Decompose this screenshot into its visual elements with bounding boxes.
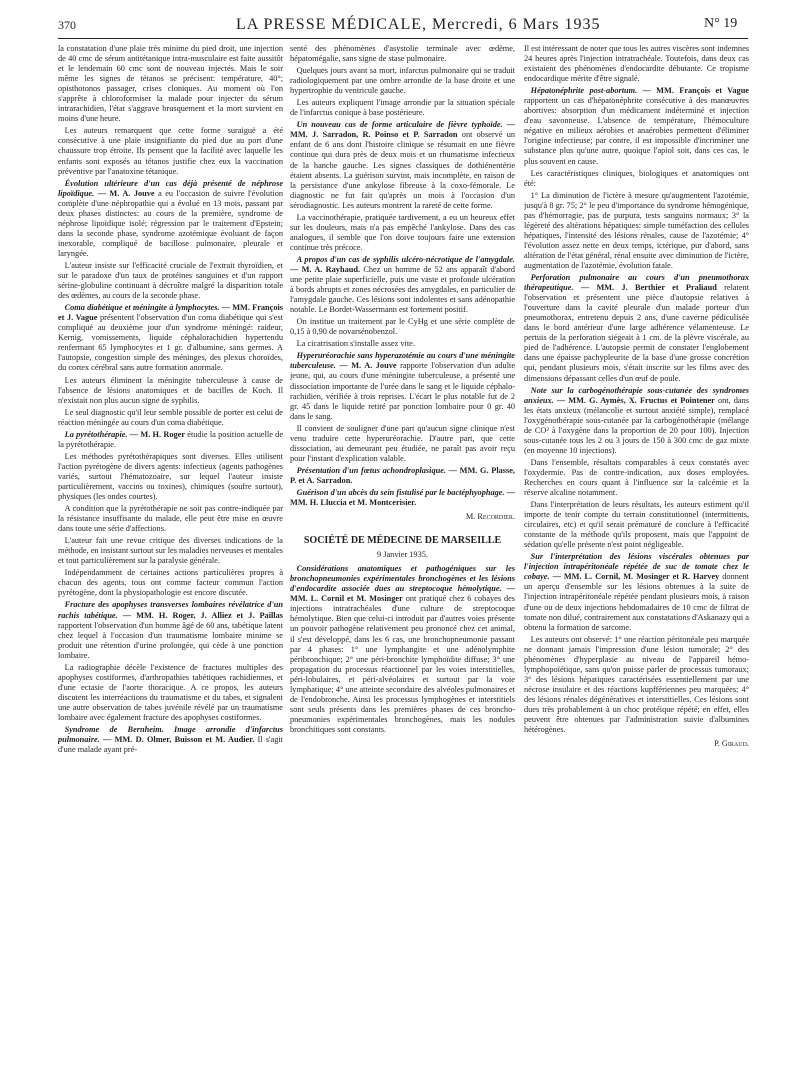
column-2 <box>290 44 515 1074</box>
paragraph: La radiographie décèle l'existence de fractures multiples des apophyses costiformes, d'arthropathies tabétiques rachidiennes, et d'une ectasie de l'aorte thoracique. A ce propos, les auteurs discutent les interréactions du traumatisme et du tabes, et signalent une autre observation de tabes juvénile révélé par un traumatisme lombaire avec également fracture des apophyses costiformes. <box>58 662 283 722</box>
journal-title: LA PRESSE MÉDICALE, Mercredi, 6 Mars 1935 <box>236 16 601 33</box>
article-text: ont observé un enfant de 6 ans dont l'histoire clinique se résumait en une fièvre continue qui dura près de deux mois et un rhumatisme infectieux de la hanche gauche. Les signes classiques de dothiénentérie étaient absents. La guérison survint, mais incomplète, en raison de la persistance d'une ankylose fibreuse à la coxo-fémorale. Le diagnostic ne fut fait qu'après un mois à l'occasion d'un sérodiagnostic. Les auteurs montrent la rareté de cette forme. <box>290 130 515 210</box>
paragraph: L'auteur fait une revue critique des diverses indications de la méthode, en insistant surtout sur les maladies nerveuses et mentales et tout particulièrement sur la paralysie générale. <box>58 536 283 566</box>
column-3 <box>524 44 749 1074</box>
paragraph: On institue un traitement par le CyHg et une série complète de 0,15 à 0,90 de novarsénobenzol. <box>290 317 515 337</box>
paragraph: Dans l'interprétation de leurs résultats, les auteurs estiment qu'il importe de tenir compte du terrain constitutionnel (intermittents, circulaires, etc) et qu'il serait prématuré de conclure à l'efficacité constante de la méthode qu'ils proposent, mais que l'appoint de sédation qu'elle présente n'est point négligeable. <box>524 500 749 550</box>
paragraph: Les caractéristiques cliniques, biologiques et anatomiques ont été: <box>524 168 749 188</box>
paragraph: Les auteurs expliquent l'image arrondie par la situation spéciale de l'infarctus conique à base postérieure. <box>290 98 515 118</box>
article-authors: — MM. H. Roger, J. Alliez et J. Paillas <box>122 610 283 620</box>
article-authors: — MM. François et Vague <box>642 86 749 96</box>
section-heading: SOCIÉTÉ DE MÉDECINE DE MARSEILLE <box>303 535 502 547</box>
article-title: Considérations anatomiques et pathogéniques sur les bronchopneumonies expérimentales bronchogènes et les lésions d'endocardite associée dues au streptocoque hémolytique. <box>290 564 515 594</box>
article-entry <box>58 303 283 373</box>
article-authors: — MM. D. Olmer, Buisson et M. Audier. <box>103 735 255 745</box>
article-authors: — M. H. Roger <box>129 429 186 439</box>
article-authors: — MM. G. Plasse, P. et A. Sarradon. <box>290 465 515 485</box>
article-text: étudie la position actuelle de la pyrétothérapie. <box>58 429 283 449</box>
paragraph: Les auteurs ont observé: 1° une réaction péritonéale peu marquée ne donnant jamais l'impression d'une lésion tumorale; 2° des phénomènes d'hyperplasie au niveau de l'appareil hémo-lymphopoïétique, sans qu'on puisse parler de processus tumoraux; 3° des lésions hépatiques caractérisées essentiellement par une nécrose insulaire et des réactions kupffériennes peu marquées; 4° des lésions rénales dégénératives et interstitielles. Ces lésions sont dues très probablement à un choc protéique répété; en effet, elles peuvent être obtenues par l'administration suivie d'albumines hétérogènes. <box>524 634 749 735</box>
article-authors: — MM. L. Cornil et M. Mosinger <box>290 584 515 604</box>
article-entry <box>290 488 515 508</box>
paragraph: Dans l'ensemble, résultats comparables à ceux constatés avec l'oxydermie. Pas de contre-indication, aux doses employées. Recherches en cours quant à l'influence sur la calcémie et la réserve alcaline notamment. <box>524 457 749 498</box>
article-entry <box>58 725 283 755</box>
article-text: relatent l'observation et présentent une pièce d'autopsie relatives à l'ouverture dans la cavité pleurale d'un malade porteur d'un pneumothorax, entretenu depuis 2 ans, d'une caverne pédiculisée dans le bord antérieur d'une large adhérence vélamenteuse. Le pertuis de la perforation siégeait à 1 cm. de la plèvre viscérale, au pied de l'adhérence. L'autopsie permit de constater l'englobement dans une épaisse pachypleurite de la base d'une grosse concrétion qui, pendant plusieurs mois, s'était inscrite sur les films avec des dimensions dépassant celles d'un œuf de poule. <box>524 283 749 383</box>
article-title: Sur l'interprétation des lésions viscérales obtenues par l'injection intrapéritonéale répétée de suc de tomate chez le cobaye. <box>524 552 749 582</box>
article-title: Guérison d'un abcès du sein fistulisé par le bactéphyophage. <box>296 487 505 497</box>
article-title: Note sur la carbogénothérapie sous-cutanée des syndromes anxieux. <box>524 385 749 405</box>
article-authors: — MM. François et J. Vague <box>58 303 283 323</box>
article-entry <box>58 600 283 660</box>
article-title: Hépatonéphrite post-abortum. <box>530 86 638 96</box>
article-authors: — MM. G. Aymès, X. Fructus et Pointener <box>556 395 715 405</box>
page-number: 370 <box>58 18 76 32</box>
paragraph: La vaccinothérapie, pratiquée tardivement, a eu un heureux effet sur les douleurs, mais n'a pas empêché l'ankylose. Dans des cas analogues, il semble que l'on doive toujours faire une extension continue très précoce. <box>290 212 515 252</box>
article-authors: — M. A. Rayhaud. <box>290 264 361 274</box>
paragraph: Les auteurs éliminent la méningite tuberculeuse à cause de l'absence de lésions anatomiques et de bacilles de Koch. Il n'existait non plus aucun signe de syphilis. <box>58 375 283 405</box>
signature: P. Giraud. <box>714 739 749 749</box>
article-text: donnent un aperçu d'ensemble sur les lésions obtenues à la suite de l'injection intrapéritonéale répétée pendant plusieurs mois, à raison d'une ou de deux injections hebdomadaires de 10 cmc de filtrat de tomate non dilué, contrairement aux constatations d'Askanazy qui a obtenu la formation de sarcome. <box>524 572 749 632</box>
article-title: Fracture des apophyses transverses lombaires révélatrice d'un rachis tabétique. <box>58 600 283 620</box>
column-1 <box>58 44 283 1074</box>
article-title: La pyrétothérapie. <box>64 429 128 439</box>
article-authors: — MM. J. Berthier et Praliaud <box>580 283 717 293</box>
paragraph: A condition que la pyrétothérapie ne soit pas contre-indiquée par la résistance insuffisante du malade, elle peut être mise en œuvre dans toute une série d'affections. <box>58 504 283 534</box>
article-text: rapporte l'observation d'un adulte jeune, qui, au cours d'une méningite tuberculeuse, a présenté une dissociation importante de l'urée dans le sang et le liquide céphalo-rachidien, vérifiée à trois reprises. L'écart le plus notable fut de 2 gr. 45 dans le liquide retiré par ponction lombaire pour 0 gr. 40 dans le sang. <box>290 361 515 421</box>
paragraph: 1° La diminution de l'ictère à mesure qu'augmentent l'azotémie, jusqu'à 8 gr. 75; 2° le peu d'importance du syndrome hémogénique, pas d'hémorragie, pas de purpura, tests sanguins normaux; 3° la légèreté des altérations hépatiques: simple tuméfaction des cellules hépatiques, l'intensité des lésions rénales, cause de l'azotémie; 4° l'évolution assez nette en deux temps, ictérique, pur d'abord, sans altération de l'état général, rénal ensuite avec diminution de l'ictère, augmentation de l'azotémie, évolution fatale. <box>524 190 749 270</box>
article-text: a eu l'occasion de suivre l'évolution complète d'une néphropathie qui a évolué en 13 mois, passant par deux phases distinctes: au cours de la première, syndrome de néphrose lipoïdique isolé; régression par le traitement d'Epstein; dans la seconde phase, syndrome azotémique évoluant de façon inexorable, compliqué de bacillose pulmonaire, pleurale et laryngée. <box>58 188 283 258</box>
article-title: Syndrome de Bernheim. Image arrondie d'infarctus pulmonaire. <box>58 725 283 745</box>
article-title: Un nouveau cas de forme articulaire de fièvre typhoïde. <box>296 120 503 130</box>
article-entry <box>290 120 515 210</box>
paragraph: L'auteur insiste sur l'efficacité cruciale de l'extrait thyroïdien, et sur le paradoxe d'un taux de protéines sanguines et d'un rapport sérine-globuline continuant à décroître malgré la disparition totale des œdèmes, au cours de la seconde phase. <box>58 260 283 301</box>
paragraph: Les auteurs remarquent que cette forme suraiguë a été consécutive à une plaie insignifiante du pied due au port d'une chaussure trop étroite. Ils pensent que la facilité avec laquelle les enfants sont exposés au tétanos justifie chez eux la vaccination préventive par l'anatoxine tétanique. <box>58 126 283 176</box>
paragraph: la constatation d'une plaie très minime du pied droit, une injection de 40 cmc de sérum antitétanique intra-musculaire est faite aussitôt et le lendemain 60 cmc sont de nouveau injectés. Mais le soir même les signes de tétanos se précisent: température, 40°; opisthotonos passager, crises cloniques. Au moment où l'on s'apprête à chloroformiser la malade pour injecter du sérum intrarachidien, l'état s'aggrave brusquement et la mort survient en moins d'une heure. <box>58 44 283 124</box>
article-entry <box>58 430 283 450</box>
paragraph: Les méthodes pyrétothérapiques sont diverses. Elles utilisent l'action pyrétogène de divers agents: infectieux (agents pathogènes variés, surtout l'hématozoaire, sur lequel l'auteur insiste particulièrement, vaccins ou toxines), chimiques (soufre surtout), physiques (les ondes courtes). <box>58 451 283 502</box>
article-entry <box>524 552 749 632</box>
page-header <box>58 16 748 40</box>
article-text: rapportent l'observation d'un homme âgé de 60 ans, tabétique latent chez lequel à l'occasion d'un traumatisme lombaire minime se produit une rétention d'urine prolongée, qui cède à une ponction lombaire. <box>58 620 283 660</box>
article-entry <box>524 86 749 166</box>
article-entry <box>290 564 515 735</box>
article-text: Il s'agit d'une malade ayant pré- <box>58 735 283 755</box>
article-entry <box>524 273 749 384</box>
signature: M. Recordier. <box>465 512 515 522</box>
paragraph: La cicatrisation s'installe assez vite. <box>296 339 415 349</box>
paragraph: Le seul diagnostic qu'il leur semble possible de porter est celui de réaction méningée au cours d'un coma diabétique. <box>58 407 283 427</box>
article-text: ont, dans les états anxieux (mélancolie et surtout anxiété simple), remplacé l'oxygénothérapie sous-cutanée par la carbogénothérapie (mélange de CO² à l'oxygène dans la proportion de 20 pour 100). Injection sous-cutanée tous les 2 ou 3 jours de 150 à 300 cmc de gaz mixte (en moyenne 10 injections). <box>524 395 749 455</box>
article-title: Coma diabétique et méningite à lymphocytes. <box>64 303 220 313</box>
article-authors: — M. A. Jouve <box>339 361 397 371</box>
article-title: Évolution ultérieure d'un cas déjà présenté de néphrose lipoïdique. <box>58 178 283 198</box>
article-authors: — MM. J. Sarradon, R. Poinso et P. Sarradon <box>290 120 515 140</box>
article-entry <box>290 351 515 421</box>
article-text: Chez un homme de 52 ans apparaît d'abord une petite plaie superficielle, puis une vaste et profonde ulcération à bords abrupts et zones nécrosées des amygdales, en particulier de l'amygdale gauche. Ces lésions sont indolentes et sans adénopathie notable. Le Bordet-Wassermann est fortement positif. <box>290 264 515 315</box>
article-text: présentent l'observation d'un coma diabétique qui s'est compliqué au deuxième jour d'un syndrome méningé: raideur, Kernig, vomissements, liquide céphalorachidien hypertendu renfermant 65 lymphocytes et 1 gr. d'albumine, sans germes. A l'autopsie, congestion simple des méninges, des plexus choroïdes, du cortex cérébral sans autre formation anormale. <box>58 313 283 373</box>
paragraph: Il convient de souligner d'une part qu'aucun signe clinique n'est venu traduire cette hyperuréorachie. D'autre part, que cette dissociation, au demeurant peu étudiée, ne paraît pas avoir reçu pour l'instant d'explication valable. <box>290 423 515 463</box>
article-entry <box>290 466 515 486</box>
issue-number: N° 19 <box>704 16 738 31</box>
article-authors: — MM. L. Cornil, M. Mosinger et R. Harvey <box>552 572 720 582</box>
article-text: ont pratiqué chez 6 cobayes des injections intratrachéales d'une culture de streptocoque hémolytique. Bien que celui-ci introduit par d'autres voies présente un pouvoir pathogène relativement peu prononcé chez cet animal, il s'est développé, dans les 6 cas, une bronchopneumonie passant par 4 phases: 1° une lymphangite et une adénolymphite péribronchique; 2° une péri-bronchite lymphoïdite diffuse; 3° une propagation du processus réactionnel par les voies interstitielles, péri-lobulaires, et péri-alvéolaires et surtout par la voie lymphatique; 4° une atteinte secondaire des alvéoles pulmonaires et de l'endobronche. Ainsi les processus lymphogènes et interstitiels sont seuls présents dans les premières phases de ces broncho-pneumonies expérimentales bronchogènes, mais les nodules bronchitiques sont constants. <box>290 594 515 734</box>
article-authors: — M. A. Jouve <box>97 188 155 198</box>
header-rule <box>58 38 748 39</box>
paragraph: Il est intéressant de noter que tous les autres viscères sont indemnes 24 heures après l'injection intratrachéale. Toutefois, dans deux cas existaient des phénomènes d'endocardite débutante. Ce tropisme endocardique mérite d'être signalé. <box>524 44 749 84</box>
paragraph: senté des phénomènes d'asystolie terminale avec œdème, hépatomégalie, sans signe de stase pulmonaire. <box>290 44 515 64</box>
session-date: 9 Janvier 1935. <box>377 550 428 560</box>
paragraph: Quelques jours avant sa mort, infarctus pulmonaire qui se traduit radiologiquement par une ombre arrondie de la base droite et une hypertrophie du ventricule gauche. <box>290 66 515 96</box>
article-title: Perforation pulmonaire au cours d'un pneumothorax thérapeutique. <box>524 273 749 293</box>
article-entry <box>524 386 749 456</box>
article-title: Hyperuréorachie sans hyperazotémie au cours d'une méningite tuberculeuse. <box>290 351 515 371</box>
article-entry <box>290 255 515 315</box>
article-title: A propos d'un cas de syphilis ulcéro-nécrotique de l'amygdale. <box>296 254 515 264</box>
paragraph: Indépendamment de certaines actions particulières propres à chacun des agents, tous ont comme facteur commun l'action pyrétogène, dont la physiopathologie est encore discutée. <box>58 568 283 598</box>
article-authors: — MM. H. Lluccia et M. Montcerisier. <box>290 487 515 508</box>
article-title: Présentation d'un fœtus achondroplasique. <box>296 465 446 475</box>
article-entry <box>58 179 283 259</box>
article-text: rapportent un cas d'hépatonéphrite consécutive à des manœuvres abortives: absorption d'un médicament indéterminé et injection d'eau savonneuse. L'absence de température, l'hémoculture négative en milieux aérobies et anaérobies permettent d'éliminer l'origine infectieuse; par contre, il est impossible d'incriminer une substance plus qu'une autre, quoique l'apiol soit, dans ces cas, le plus souvent en cause. <box>524 96 749 166</box>
